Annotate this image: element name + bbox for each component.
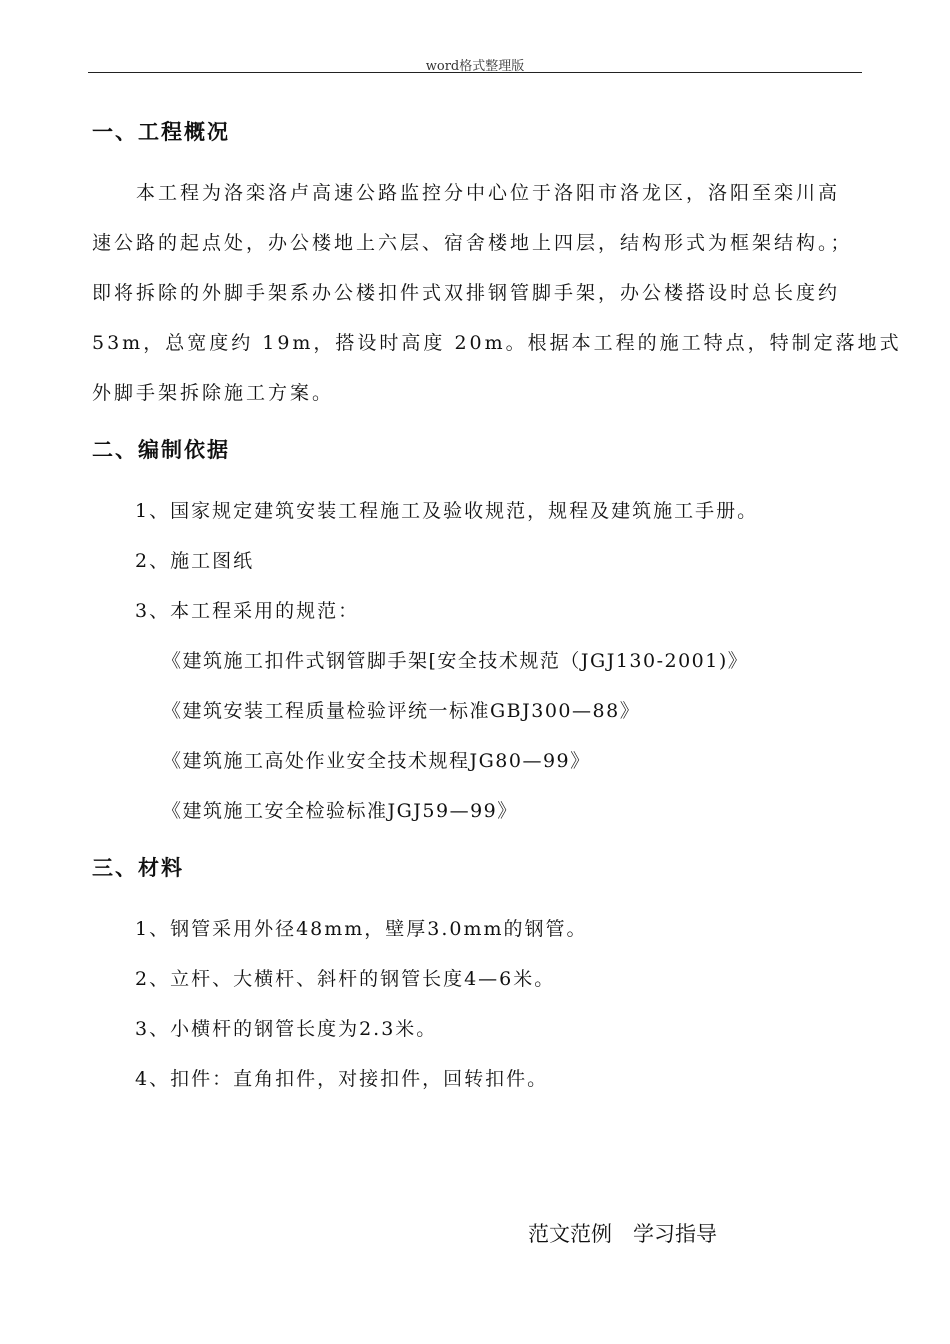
list-item: 2、施工图纸	[135, 550, 255, 572]
list-item: 3、小横杆的钢管长度为2.3米。	[135, 1018, 438, 1040]
section-title-basis: 二、编制依据	[92, 438, 230, 462]
paragraph-line: 本工程为洛栾洛卢高速公路监控分中心位于洛阳市洛龙区，洛阳至栾川高	[92, 182, 841, 204]
paragraph-line: 53m，总宽度约 19m，搭设时高度 20m。根据本工程的施工特点，特制定落地式	[92, 332, 902, 354]
paragraph-line: 即将拆除的外脚手架系办公楼扣件式双排钢管脚手架，办公楼搭设时总长度约	[92, 282, 841, 304]
standard-item: 《建筑施工安全检验标准JGJ59—99》	[162, 800, 518, 822]
standard-item: 《建筑安装工程质量检验评统一标准GBJ300—88》	[162, 700, 641, 722]
standard-item: 《建筑施工扣件式钢管脚手架[安全技术规范（JGJ130-2001)》	[162, 650, 749, 672]
standard-item: 《建筑施工高处作业安全技术规程JG80—99》	[162, 750, 591, 772]
list-item: 3、本工程采用的规范：	[135, 600, 360, 622]
list-item: 1、钢管采用外径48mm，壁厚3.0mm的钢管。	[135, 918, 588, 940]
list-item: 1、国家规定建筑安装工程施工及验收规范，规程及建筑施工手册。	[135, 500, 759, 522]
section-title-overview: 一、工程概况	[92, 120, 230, 144]
paragraph-line: 速公路的起点处，办公楼地上六层、宿舍楼地上四层，结构形式为框架结构。；	[92, 232, 853, 254]
page-footer: 范文范例 学习指导	[528, 1222, 717, 1246]
list-item: 4、扣件：直角扣件，对接扣件，回转扣件。	[135, 1068, 549, 1090]
list-item: 2、立杆、大横杆、斜杆的钢管长度4—6米。	[135, 968, 556, 990]
paragraph-line: 外脚手架拆除施工方案。	[92, 382, 335, 404]
section-title-materials: 三、材料	[92, 856, 184, 880]
header-rule	[88, 72, 862, 73]
page-header: word格式整理版	[425, 59, 525, 74]
